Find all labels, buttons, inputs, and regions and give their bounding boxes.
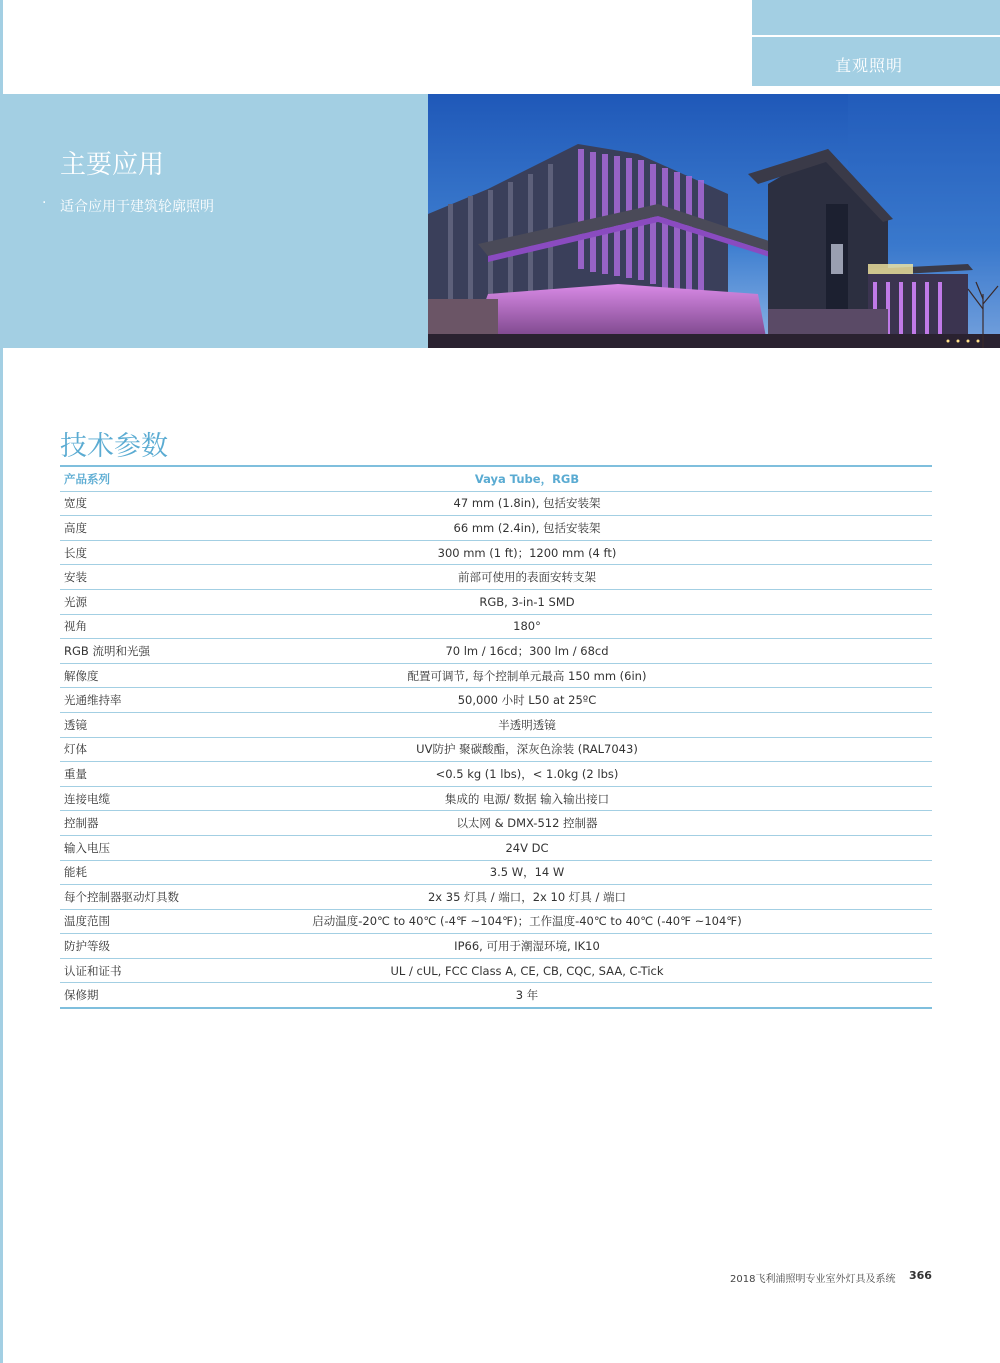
row-label: 认证和证书 xyxy=(60,958,278,983)
row-label: 输入电压 xyxy=(60,835,278,860)
application-item: 适合应用于建筑轮廓照明 xyxy=(60,199,214,215)
bullet-mark: · xyxy=(42,195,47,211)
table-row xyxy=(60,565,932,590)
specs-title: 技术参数 xyxy=(60,431,168,462)
category-tab-top xyxy=(752,0,1000,35)
row-label: 温度范围 xyxy=(60,909,278,934)
row-value: 以太网 & DMX-512 控制器 xyxy=(278,811,932,836)
row-value: 2x 35 灯具 / 端口，2x 10 灯具 / 端口 xyxy=(278,885,932,910)
row-value: <0.5 kg (1 lbs)，< 1.0kg (2 lbs) xyxy=(278,762,932,787)
table-row xyxy=(60,885,932,910)
row-value: 半透明透镜 xyxy=(278,712,932,737)
table-row xyxy=(60,491,932,516)
row-value: 前部可使用的表面安转支架 xyxy=(278,565,932,590)
row-value: 66 mm (2.4in), 包括安装架 xyxy=(278,516,932,541)
row-value: 180° xyxy=(278,614,932,639)
row-value: 47 mm (1.8in), 包括安装架 xyxy=(278,491,932,516)
specs-table xyxy=(60,465,932,1009)
table-row xyxy=(60,958,932,983)
table-header-row xyxy=(60,466,932,491)
table-row xyxy=(60,786,932,811)
row-value: 24V DC xyxy=(278,835,932,860)
row-value: 集成的 电源/ 数据 输入输出接口 xyxy=(278,786,932,811)
table-row xyxy=(60,737,932,762)
row-label: 视角 xyxy=(60,614,278,639)
row-value: UL / cUL, FCC Class A, CE, CB, CQC, SAA, C-Tick xyxy=(278,958,932,983)
row-label: 重量 xyxy=(60,762,278,787)
row-value: 3 年 xyxy=(515,988,539,1003)
table-row xyxy=(60,516,932,541)
row-label: 每个控制器驱动灯具数 xyxy=(60,885,278,910)
table-row xyxy=(60,589,932,614)
building-photo xyxy=(428,94,1000,348)
application-panel xyxy=(3,94,428,348)
table-row xyxy=(60,614,932,639)
row-label: 防护等级 xyxy=(60,934,278,959)
row-label: 连接电缆 xyxy=(60,786,278,811)
row-label: 控制器 xyxy=(60,811,278,836)
table-row xyxy=(60,540,932,565)
table-row xyxy=(60,909,932,934)
row-label: 光通维持率 xyxy=(60,688,278,713)
header-label: 产品系列 xyxy=(60,466,278,491)
row-value: 70 lm / 16cd；300 lm / 68cd xyxy=(278,639,932,664)
row-label: 解像度 xyxy=(60,663,278,688)
table-row xyxy=(60,835,932,860)
table-row xyxy=(60,811,932,836)
row-label: 高度 xyxy=(60,516,278,541)
row-label: 长度 xyxy=(60,540,278,565)
row-value: 3.5 W，14 W xyxy=(278,860,932,885)
table-row xyxy=(60,860,932,885)
row-label: 光源 xyxy=(60,589,278,614)
footer-catalog-title: 2018飞利浦照明专业室外灯具及系统 xyxy=(730,1274,896,1285)
row-value: 50,000 小时 L50 at 25ºC xyxy=(278,688,932,713)
table-row xyxy=(60,712,932,737)
header-value: Vaya Tube，RGB xyxy=(278,466,932,491)
table-row xyxy=(60,934,932,959)
row-label: 宽度 xyxy=(60,491,278,516)
row-value: 启动温度-20℃ to 40℃ (-4℉ ~104℉)；工作温度-40℃ to 40℃ (-40℉ ~104℉) xyxy=(278,909,932,934)
row-label: 安装 xyxy=(60,565,278,590)
application-title: 主要应用 xyxy=(60,150,165,180)
table-row xyxy=(60,688,932,713)
category-tab-label: 直观照明 xyxy=(834,56,903,75)
table-row xyxy=(60,663,932,688)
table-row xyxy=(60,762,932,787)
table-row xyxy=(60,983,932,1008)
table-row xyxy=(60,639,932,664)
row-value: IP66, 可用于潮湿环境, IK10 xyxy=(278,934,932,959)
row-value: 300 mm (1 ft)；1200 mm (4 ft) xyxy=(278,540,932,565)
row-label: 灯体 xyxy=(60,737,278,762)
page-number: 366 xyxy=(909,1269,932,1282)
row-label: 保修期 xyxy=(64,988,99,1003)
row-label: 能耗 xyxy=(60,860,278,885)
row-label: RGB 流明和光强 xyxy=(60,639,278,664)
row-label: 透镜 xyxy=(60,712,278,737)
row-value: 配置可调节, 每个控制单元最高 150 mm (6in) xyxy=(278,663,932,688)
row-value: RGB, 3-in-1 SMD xyxy=(278,589,932,614)
row-value: UV防护 聚碳酸酯，深灰色涂装 (RAL7043) xyxy=(278,737,932,762)
